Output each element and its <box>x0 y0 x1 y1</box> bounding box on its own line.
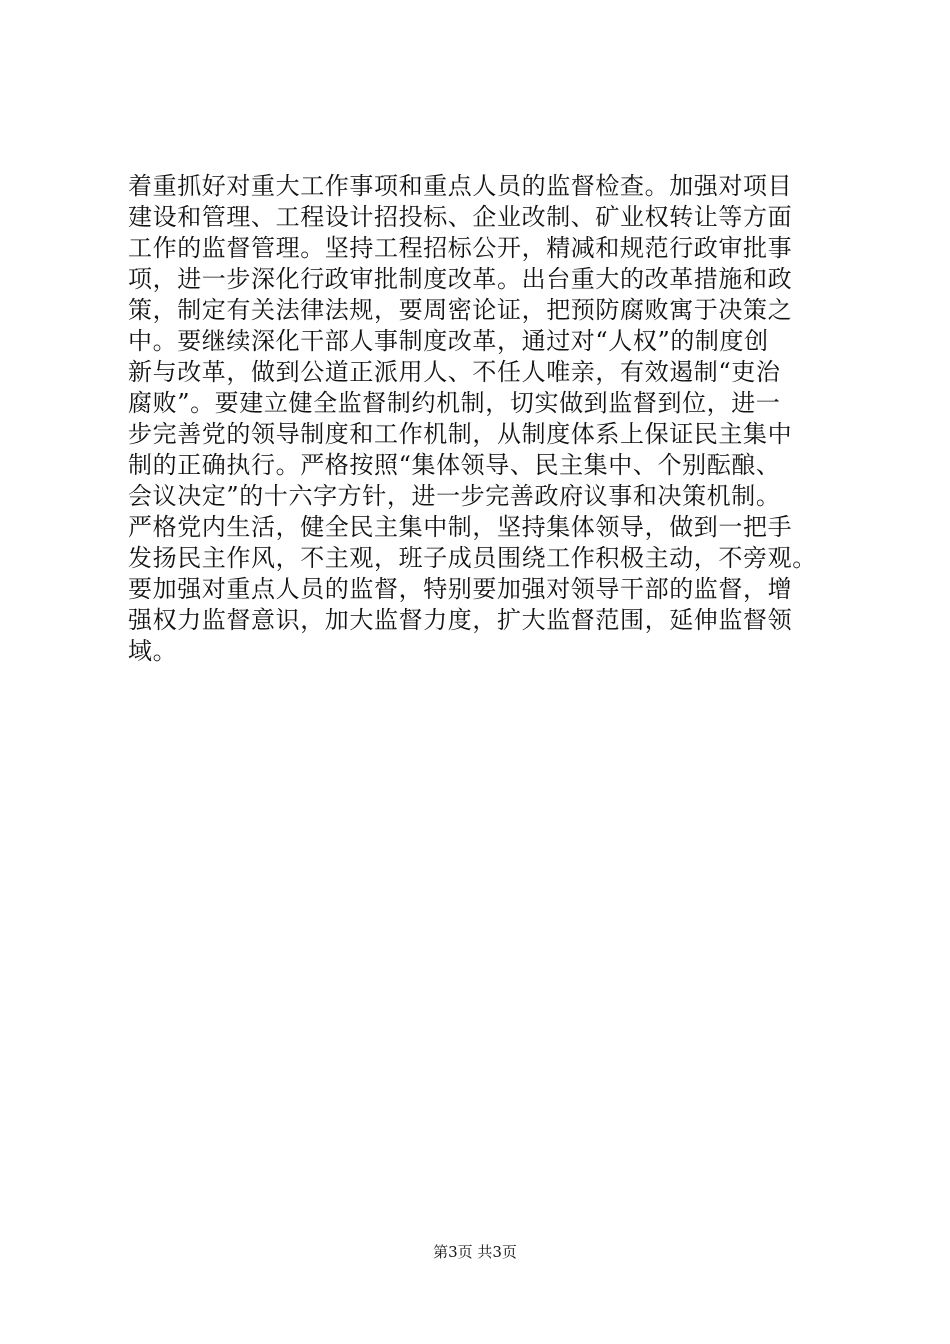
paragraph-line: 工作的监督管理。坚持工程招标公开，精减和规范行政审批事 <box>128 234 793 262</box>
paragraph-line: 会议决定”的十六字方针，进一步完善政府议事和决策机制。 <box>128 482 781 510</box>
paragraph-line: 新与改革，做到公道正派用人、不任人唯亲，有效遏制“吏治 <box>128 358 781 386</box>
paragraph-line: 建设和管理、工程设计招投标、企业改制、矿业权转让等方面 <box>128 203 793 231</box>
paragraph-line: 严格党内生活，健全民主集中制，坚持集体领导，做到一把手 <box>128 513 793 541</box>
paragraph-line: 策，制定有关法律法规，要周密论证，把预防腐败寓于决策之 <box>128 296 793 324</box>
paragraph-line: 中。要继续深化干部人事制度改革，通过对“人权”的制度创 <box>128 327 769 355</box>
page-number-footer: 第3页 共3页 <box>433 1243 517 1261</box>
paragraph-line: 域。 <box>128 637 178 665</box>
paragraph-line: 着重抓好对重大工作事项和重点人员的监督检查。加强对项目 <box>128 172 793 200</box>
paragraph-line: 要加强对重点人员的监督，特别要加强对领导干部的监督，增 <box>128 575 793 603</box>
paragraph-line: 发扬民主作风，不主观，班子成员围绕工作积极主动，不旁观。 <box>128 544 817 572</box>
paragraph-line: 制的正确执行。严格按照“集体领导、民主集中、个别酝酿、 <box>128 451 781 479</box>
paragraph-line: 腐败”。要建立健全监督制约机制，切实做到监督到位，进一 <box>128 389 781 417</box>
paragraph-line: 步完善党的领导制度和工作机制，从制度体系上保证民主集中 <box>128 420 793 448</box>
paragraph-line: 项，进一步深化行政审批制度改革。出台重大的改革措施和政 <box>128 265 793 293</box>
paragraph-line: 强权力监督意识，加大监督力度，扩大监督范围，延伸监督领 <box>128 606 793 634</box>
body-paragraph <box>128 171 848 667</box>
